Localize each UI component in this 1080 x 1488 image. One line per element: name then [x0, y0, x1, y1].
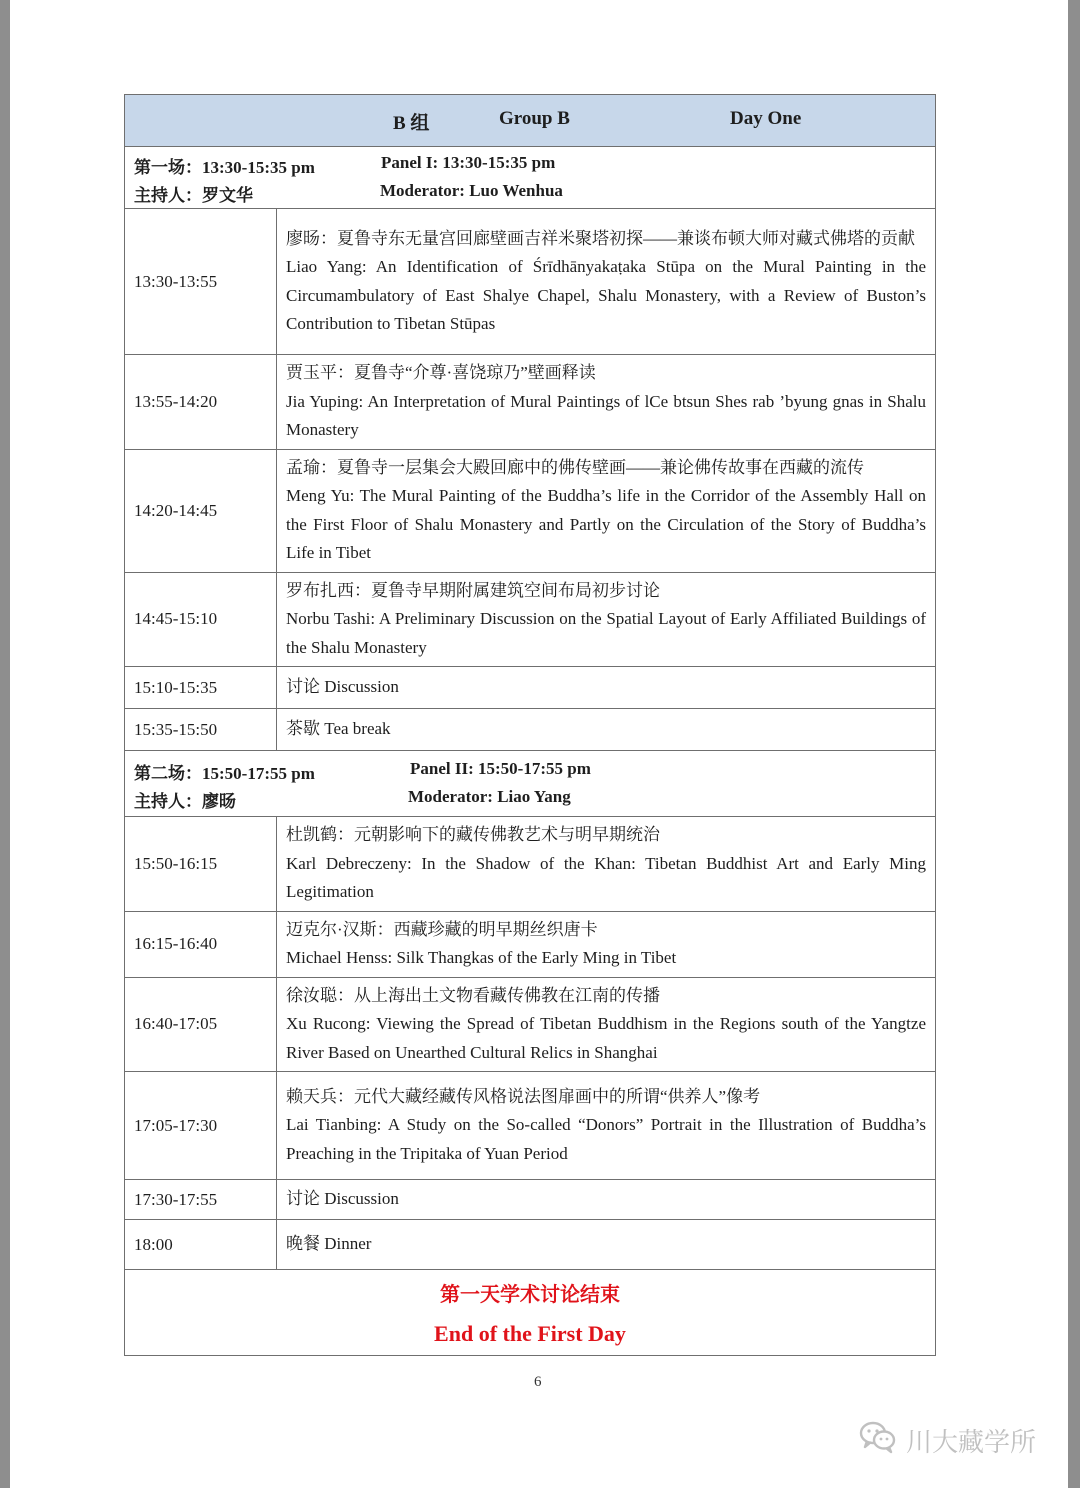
end-of-day-cell: [125, 1270, 936, 1356]
session-row: [125, 817, 936, 912]
session-time: 16:40-17:05: [125, 977, 277, 1072]
panel-two-time-cn: 第二场：15:50-17:55 pm: [134, 764, 315, 783]
session-title-cn: 茶歇 Tea break: [286, 719, 391, 739]
session-content: [277, 667, 936, 709]
session-title-cn: 赖天兵：元代大藏经藏传风格说法图扉画中的所谓“供养人”像考: [286, 1086, 761, 1106]
panel-one-header: [125, 147, 936, 209]
session-row: [125, 667, 936, 709]
session-time: 15:10-15:35: [125, 667, 277, 709]
session-time: 17:05-17:30: [125, 1072, 277, 1180]
session-content: [277, 1072, 936, 1180]
session-row: [125, 977, 936, 1072]
session-content: [277, 449, 936, 572]
watermark-text: 川大藏学所: [906, 1427, 1037, 1458]
end-row: [125, 1270, 936, 1356]
session-row: [125, 709, 936, 751]
session-title-cn: 徐汝聪：从上海出土文物看藏传佛教在江南的传播: [286, 985, 660, 1005]
end-of-day-cn: 第一天学术讨论结束: [440, 1284, 620, 1306]
session-row: [125, 911, 936, 977]
session-time: 18:00: [125, 1220, 277, 1270]
session-content: [277, 1220, 936, 1270]
session-row: [125, 209, 936, 355]
session-title-en: Norbu Tashi: A Preliminary Discussion on the Spatial Layout of Early Affiliated Buildings of the Shalu Monastery: [286, 609, 926, 657]
panel-one-moderator-cn: 主持人：罗文华: [134, 186, 253, 205]
session-title-cn: 讨论 Discussion: [286, 1189, 399, 1209]
session-content: [277, 209, 936, 355]
panel-one-time-cn: 第一场：13:30-15:35 pm: [134, 158, 315, 177]
document-page: [10, 0, 1068, 1488]
session-title-cn: 罗布扎西：夏鲁寺早期附属建筑空间布局初步讨论: [286, 580, 660, 600]
session-row: [125, 449, 936, 572]
session-title-en: Jia Yuping: An Interpretation of Mural Paintings of lCe btsun Shes rab ’byung gnas in Shalu Monastery: [286, 391, 926, 439]
session-time: 13:30-13:55: [125, 209, 277, 355]
session-title-cn: 贾玉平：夏鲁寺“介尊·喜饶琼乃”壁画释读: [286, 363, 596, 382]
session-title-cn: 晚餐 Dinner: [286, 1234, 372, 1254]
panel-two-header-row: [125, 751, 936, 817]
session-row: [125, 1180, 936, 1220]
session-time: 17:30-17:55: [125, 1180, 277, 1220]
panel-two-moderator-cn: 主持人：廖旸: [134, 792, 236, 811]
panel-two-moderator-en: Moderator: Liao Yang: [408, 787, 571, 806]
panel-one-header-row: [125, 147, 936, 209]
session-content: [277, 977, 936, 1072]
panel-two-time-en: Panel II: 15:50-17:55 pm: [410, 759, 591, 778]
session-title-cn: 迈克尔·汉斯：西藏珍藏的明早期丝织唐卡: [286, 919, 598, 939]
session-time: 15:35-15:50: [125, 709, 277, 751]
schedule-header-row: [125, 95, 936, 147]
schedule-table: [124, 94, 936, 1356]
panel-one-moderator-en: Moderator: Luo Wenhua: [380, 181, 563, 200]
panel-one-time-en: Panel I: 13:30-15:35 pm: [381, 153, 556, 172]
panel-two-sessions: [125, 817, 936, 1270]
session-content: [277, 817, 936, 912]
session-content: [277, 572, 936, 667]
session-title-en: Xu Rucong: Viewing the Spread of Tibetan Buddhism in the Regions south of the Yangtze River Based on Unearthed Cultural Relics in Shanghai: [286, 1014, 926, 1062]
session-row: [125, 355, 936, 450]
watermark: [858, 1422, 1036, 1458]
panel-one-sessions: [125, 209, 936, 751]
session-content: [277, 709, 936, 751]
session-content: [277, 911, 936, 977]
session-title-cn: 孟瑜：夏鲁寺一层集会大殿回廊中的佛传壁画——兼论佛传故事在西藏的流传: [286, 457, 864, 477]
page-number: 6: [534, 1374, 542, 1390]
session-row: [125, 572, 936, 667]
session-row: [125, 1072, 936, 1180]
session-title-en: Meng Yu: The Mural Painting of the Buddha’s life in the Corridor of the Assembly Hall on the First Floor of Shalu Monastery and Partly on the Circulation of the Story of Buddha’s Life in Tibet: [286, 486, 926, 562]
session-title-en: Lai Tianbing: A Study on the So-called “Donors” Portrait in the Illustration of Buddha’s Preaching in the Tripitaka of Yuan Period: [286, 1115, 926, 1163]
header-group-cn: B 组: [393, 113, 430, 134]
session-row: [125, 1220, 936, 1270]
session-title-cn: 廖旸：夏鲁寺东无量宫回廊壁画吉祥米聚塔初探——兼谈布顿大师对藏式佛塔的贡献: [286, 228, 915, 248]
session-title-en: Karl Debreczeny: In the Shadow of the Khan: Tibetan Buddhist Art and Early Ming Legitimation: [286, 853, 926, 901]
wechat-icon: [858, 1420, 898, 1461]
session-title-en: Liao Yang: An Identification of Śrīdhānyakaṭaka Stūpa on the Mural Painting in the Circumambulatory of East Shalye Chapel, Shalu Monastery, with a Review of Buston’s Contribution to Tibetan Stūpas: [286, 257, 926, 333]
end-of-day-en: End of the First Day: [434, 1321, 626, 1346]
session-title-cn: 杜凯鹤：元朝影响下的藏传佛教艺术与明早期统治: [286, 825, 660, 844]
session-title-cn: 讨论 Discussion: [286, 677, 399, 697]
session-title-en: Michael Henss: Silk Thangkas of the Early Ming in Tibet: [286, 948, 677, 967]
session-time: 15:50-16:15: [125, 817, 277, 912]
panel-two-header: [125, 751, 936, 817]
session-content: [277, 1180, 936, 1220]
session-time: 13:55-14:20: [125, 355, 277, 450]
session-content: [277, 355, 936, 450]
session-time: 16:15-16:40: [125, 911, 277, 977]
session-time: 14:45-15:10: [125, 572, 277, 667]
schedule-header: [125, 95, 936, 147]
session-time: 14:20-14:45: [125, 449, 277, 572]
header-group-en: Group B: [499, 108, 570, 129]
header-day: Day One: [730, 108, 802, 129]
